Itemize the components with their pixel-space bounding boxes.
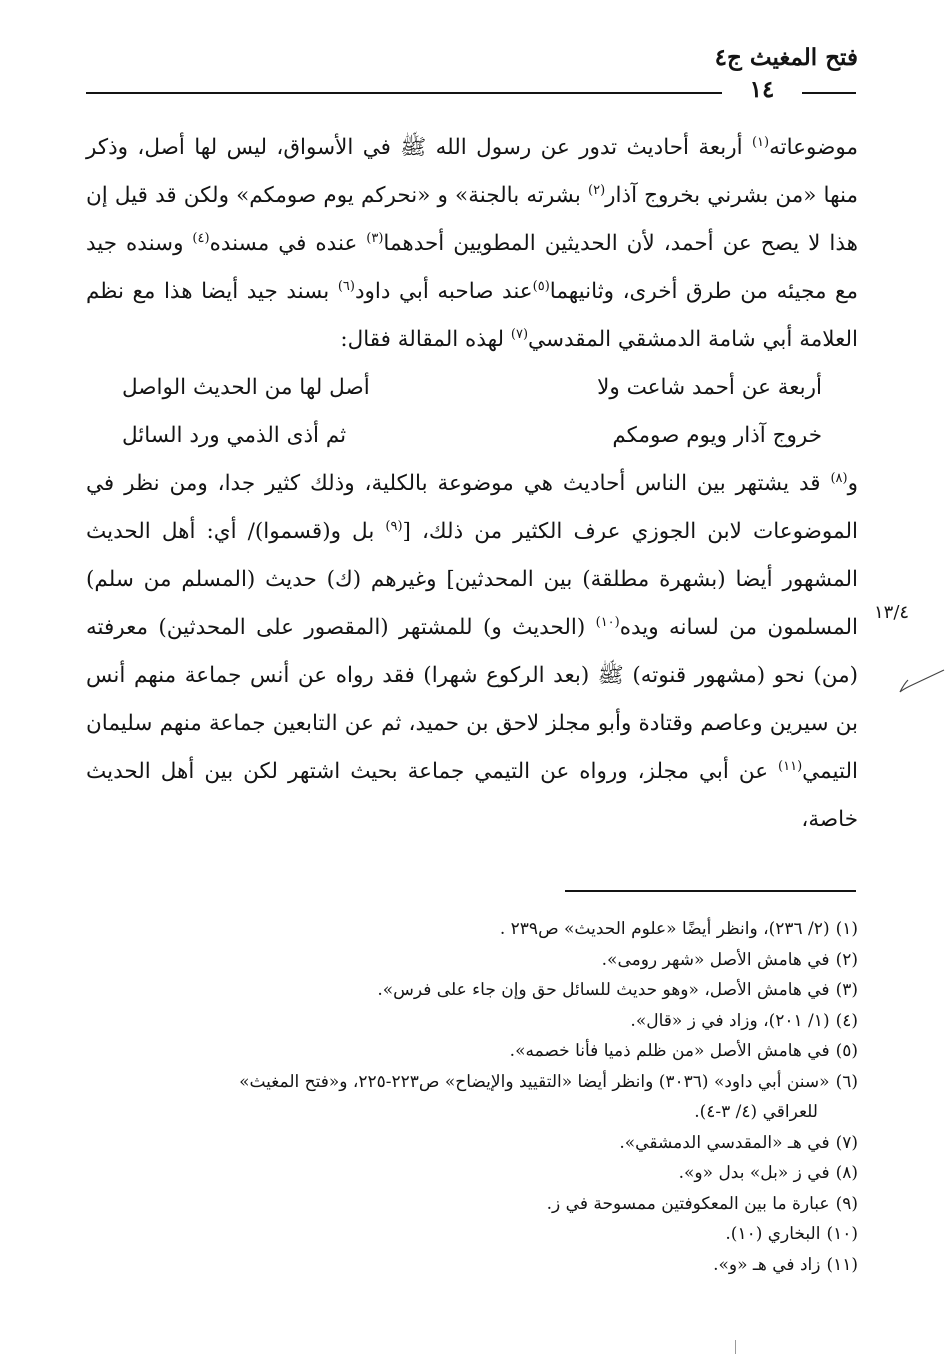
footnote-ref: (١١) bbox=[778, 758, 803, 774]
footnote-text: (١/ ٢٠١)، وزاد في ز «قال». bbox=[630, 1010, 830, 1031]
verse-hemistich-second: ثم أذى الذمي ورد السائل bbox=[122, 423, 347, 448]
footnote-6 bbox=[86, 1067, 858, 1098]
footnote-8 bbox=[86, 1158, 858, 1189]
text-run: و bbox=[847, 471, 858, 496]
footnote-6-continuation: للعراقي (٤/ ٣-٤). bbox=[694, 1102, 818, 1122]
text-run: عن أبي مجلز، ورواه عن التيمي جماعة بحيث اشتهر لكن بين أهل الحديث خاصة، bbox=[86, 759, 858, 832]
footnote-number: (٩) bbox=[835, 1193, 858, 1214]
footnotes bbox=[86, 914, 858, 1280]
footnote-number: (٣) bbox=[835, 980, 858, 1000]
footnote-text: في ز «بل» بدل «و». bbox=[678, 1163, 830, 1183]
text-run: لهذه المقالة فقال: bbox=[340, 327, 511, 352]
footnote-text: عبارة ما بين المعكوفتين ممسوحة في ز. bbox=[546, 1193, 830, 1214]
verse-line-2 bbox=[86, 412, 858, 460]
text-run: (الحديث و) للمشتهر (المقصور على المحدثين) معرفته (من) نحو (مشهور قنوته) ﷺ (بعد الركوع شهرا) فقد رواه عن أنس جماعة منهم أنس بن سيرين وعاصم وقتادة وأبو مجلز لاحق بن حميد، ثم عن التابعين جماعة منهم سليمان التيمي bbox=[86, 615, 858, 784]
text-run: عند صاحبه أبي داود bbox=[354, 279, 533, 304]
footnote-11 bbox=[86, 1250, 858, 1281]
footnote-text: زاد في هـ «و». bbox=[713, 1254, 821, 1275]
footnote-number: (٢) bbox=[835, 949, 858, 970]
text-run: بشرته بالجنة» و «نحركم يوم صومكم» ولكن قد قيل إن هذا لا يصح عن أحمد، لأن الحديثين المطويين أحدهما bbox=[86, 183, 859, 256]
footnote-text: في هامش الأصل، «وهو حديث للسائل حق وإن جاء على فرس». bbox=[377, 980, 830, 1000]
verse-hemistich-first: خروج آذار ويوم صومكم bbox=[612, 423, 822, 448]
verse-hemistich-second: أصل لها من الحديث الواصل bbox=[122, 375, 370, 400]
text-run: بسند جيد أيضا هذا مع نظم العلامة أبي شامة الدمشقي المقدسي bbox=[86, 279, 858, 352]
text-run: موضوعاته bbox=[769, 135, 858, 160]
footnote-ref: (٤) bbox=[192, 230, 210, 246]
footnote-ref: (٩) bbox=[385, 518, 403, 534]
text-run: بل و(قسموا)/ أي: أهل الحديث المشهور أيضا (بشهرة مطلقة) بين المحدثين] وغيرهم (ك) حديث (المسلم من سلم) المسلمون من لسانه ويده bbox=[86, 519, 859, 640]
text-run: أربعة أحاديث تدور عن رسول الله ﷺ في الأسواق، ليس لها أصل، وذكر منها «من بشرني بخروج آذار bbox=[86, 135, 859, 208]
text-run: عنده في مسنده bbox=[209, 231, 367, 256]
paragraph-1 bbox=[86, 124, 858, 364]
footnote-ref: (١٠) bbox=[595, 614, 620, 630]
footnote-ref: (٦) bbox=[337, 278, 355, 294]
footnote-10 bbox=[86, 1219, 858, 1250]
footnote-ref: (١) bbox=[751, 134, 770, 150]
footnote-text: في هامش الأصل «من ظلم ذميا فأنا خصمه». bbox=[509, 1041, 830, 1061]
running-title: فتح المغيث ج٤ bbox=[714, 44, 858, 71]
footnote-separator bbox=[565, 890, 856, 892]
footnote-5 bbox=[86, 1036, 858, 1067]
footnote-ref: (٣) bbox=[366, 230, 384, 246]
footnote-text: «سنن أبي داود» (٣٠٣٦) وانظر أيضا «التقييد والإيضاح» ص٢٢٣-٢٢٥، و«فتح المغيث» bbox=[239, 1071, 830, 1092]
verse-hemistich-first: أربعة عن أحمد شاعت ولا bbox=[597, 375, 822, 400]
footnote-2 bbox=[86, 945, 858, 976]
footnote-number: (١١) bbox=[826, 1254, 858, 1275]
page-number: ١٤ bbox=[722, 76, 802, 103]
footnote-3 bbox=[86, 975, 858, 1006]
footnote-4 bbox=[86, 1006, 858, 1037]
footnote-text: (٢/ ٢٣٦)، وانظر أيضًا «علوم الحديث» ص٢٣٩ . bbox=[499, 919, 830, 939]
main-text bbox=[86, 124, 858, 844]
margin-manuscript-ref: ١٣/٤ bbox=[874, 602, 910, 623]
footnote-text: البخاري (١٠). bbox=[725, 1224, 821, 1244]
footnote-number: (٧) bbox=[835, 1132, 858, 1153]
text-run: قد يشتهر بين الناس أحاديث هي موضوعة بالكلية، وذلك كثير جدا، ومن نظر في الموضوعات لابن الجوزي عرف الكثير من ذلك، [ bbox=[86, 471, 858, 544]
margin-pen-mark bbox=[896, 664, 946, 694]
footnote-9 bbox=[86, 1189, 858, 1220]
scan-artifact bbox=[735, 1340, 736, 1354]
footnote-number: (١٠) bbox=[826, 1224, 858, 1244]
footnote-ref: (٢) bbox=[588, 182, 606, 198]
text-run: وسنده جيد مع مجيئه من طرق أخرى، وثانيهما bbox=[86, 231, 858, 304]
footnote-ref: (٧) bbox=[510, 326, 529, 342]
footnote-ref: (٥) bbox=[532, 278, 550, 294]
footnote-1 bbox=[86, 914, 858, 945]
footnote-number: (٦) bbox=[835, 1071, 858, 1092]
footnote-text: في هـ «المقدسي الدمشقي». bbox=[619, 1132, 830, 1153]
footnote-number: (٥) bbox=[835, 1041, 858, 1061]
footnote-number: (٤) bbox=[835, 1010, 858, 1031]
footnote-text: في هامش الأصل «شهر رومى». bbox=[601, 949, 830, 970]
footnote-number: (١) bbox=[835, 919, 858, 939]
footnote-number: (٨) bbox=[835, 1163, 858, 1183]
footnote-7 bbox=[86, 1128, 858, 1159]
verse-line-1 bbox=[86, 364, 858, 412]
footnote-ref: (٨) bbox=[830, 470, 848, 486]
paragraph-2 bbox=[86, 460, 858, 844]
